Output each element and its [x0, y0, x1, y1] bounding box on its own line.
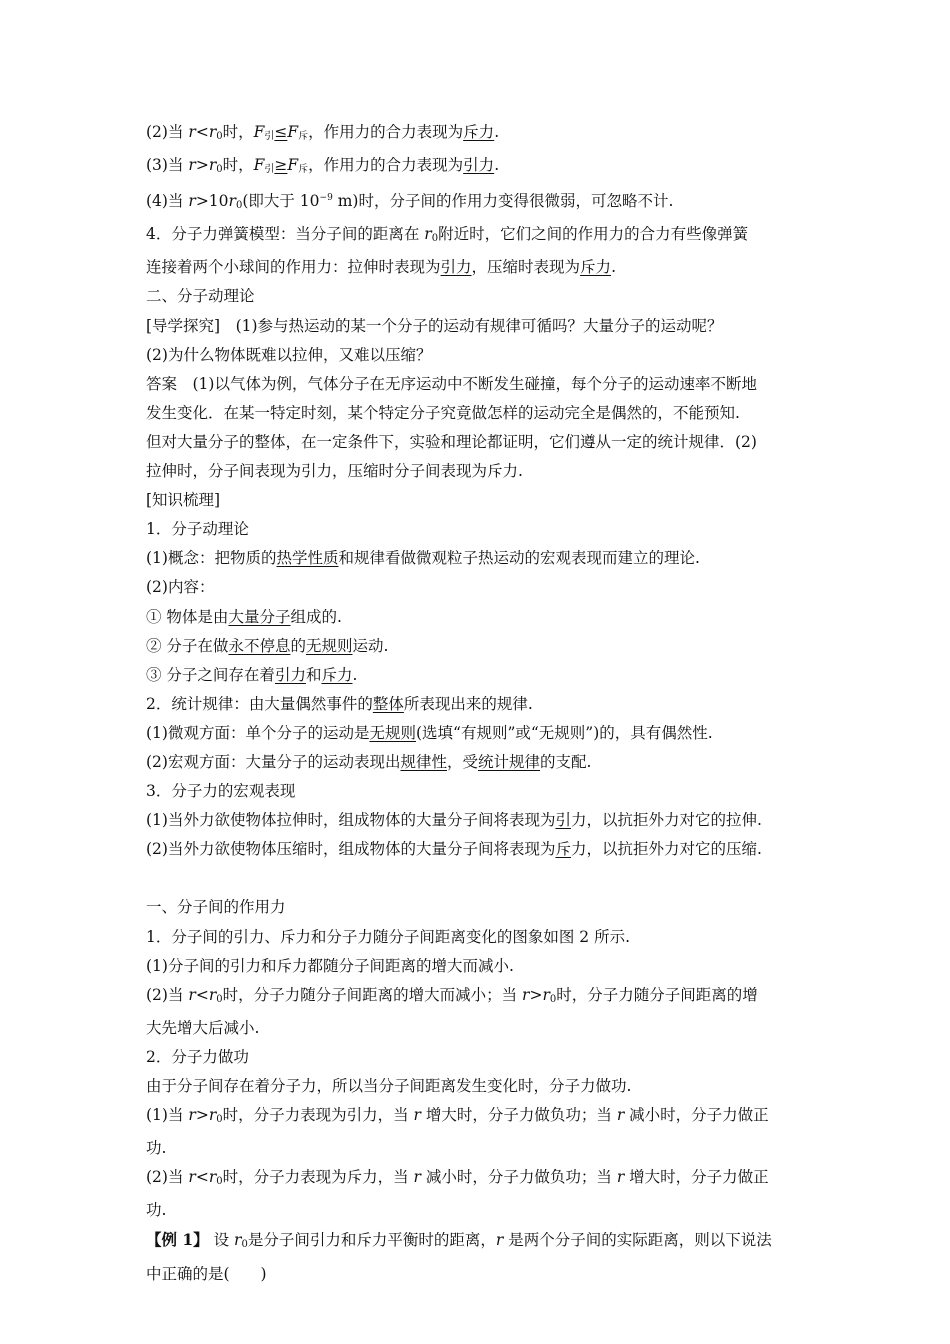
text-segment: 由于分子间存在着分子力，所以当分子间距离发生变化时，分子力做功. [146, 1077, 632, 1095]
text-segment: . [352, 665, 358, 684]
text-segment: ，受 [446, 752, 478, 771]
underlined-answer: 引力 [440, 258, 472, 277]
text-segment: 1．分子动理论 [146, 520, 249, 539]
text-line [146, 573, 826, 602]
text-segment: r [188, 1106, 196, 1125]
text-segment: ，作用力的合力表现为 [308, 123, 464, 141]
text-segment: r [188, 192, 196, 211]
text-line [146, 1196, 826, 1225]
text-segment: 0 [241, 1239, 248, 1251]
text-segment: 发生变化．在某一特定时刻，某个特定分子究竟做怎样的运动完全是偶然的，不能预知. [146, 403, 740, 422]
text-line [146, 220, 826, 253]
text-segment: r [413, 1168, 421, 1187]
underlined-answer: 斥 [555, 840, 571, 859]
underlined-answer: 无规则 [305, 636, 353, 655]
text-segment: ① 物体是由 [146, 607, 229, 626]
underlined-answer: 大量分子 [228, 607, 291, 626]
text-segment: ，压缩时表现为 [471, 258, 581, 277]
text-segment: 拉伸时，分子间表现为引力，压缩时分子间表现为斥力. [146, 462, 523, 481]
text-segment: (2)当 [146, 123, 189, 141]
text-segment: . [494, 156, 500, 175]
text-line [146, 777, 826, 806]
text-line [146, 428, 826, 457]
text-line [146, 184, 826, 220]
text-segment: r [413, 1106, 421, 1125]
text-segment: 组成的. [290, 607, 342, 626]
underlined-answer: 引力 [463, 156, 495, 175]
text-segment: 的支配. [540, 752, 592, 771]
text-line [146, 486, 826, 515]
text-segment: 连接着两个小球间的作用力：拉伸时表现为 [146, 258, 441, 277]
text-segment: (2)为什么物体既难以拉伸，又难以压缩？ [146, 345, 432, 364]
text-segment: m)时，分子间的作用力变得很微弱，可忽略不计. [332, 192, 674, 211]
text-segment: 答案 (1)以气体为例，气体分子在无序运动中不断发生碰撞，每个分子的运动速率不断地 [146, 374, 757, 393]
text-segment: ② 分子在做 [146, 636, 229, 655]
text-segment: > [195, 156, 209, 175]
text-line [146, 515, 826, 544]
text-segment: 减小时，分子力做正 [624, 1106, 769, 1125]
text-line [146, 312, 826, 341]
text-segment: (即大于 10 [242, 192, 320, 211]
underlined-answer: 整体 [372, 694, 404, 713]
text-segment: F [253, 123, 265, 141]
text-segment: F [253, 156, 265, 175]
text-line [146, 1043, 826, 1072]
text-segment: 0 [235, 200, 243, 212]
text-segment: 和 [305, 665, 322, 684]
text-segment: r [522, 985, 530, 1004]
text-line [146, 690, 826, 719]
text-segment: r [616, 1106, 625, 1125]
underlined-answer: 无规则 [369, 723, 416, 742]
text-segment: 引 [264, 131, 275, 142]
text-segment: (2)当 [146, 1168, 189, 1187]
text-segment: 功. [146, 1139, 167, 1158]
text-segment: (2)当 [146, 985, 189, 1004]
text-segment: 时， [222, 156, 254, 175]
underlined-answer: 斥力 [580, 258, 612, 277]
text-segment: 力，以抗拒外力对它的拉伸. [570, 811, 762, 830]
text-segment: . [611, 258, 616, 277]
text-line [146, 835, 826, 864]
text-segment: 时，分子力随分子间距离的增 [556, 985, 758, 1004]
text-line [146, 1134, 826, 1163]
text-segment: 时，分子力表现为引力，当 [222, 1106, 414, 1125]
text-segment: (2)当外力欲使物体压缩时，组成物体的大量分子间将表现为 [146, 840, 556, 859]
text-segment: 力，以抗拒外力对它的压缩. [570, 840, 762, 859]
text-line [146, 118, 826, 151]
text-segment: (选填“有规则”或“无规则”)的，具有偶然性. [415, 723, 713, 742]
text-segment: 3．分子力的宏观表现 [146, 782, 296, 801]
text-line [146, 457, 826, 486]
text-segment: 增大时，分子力做正 [624, 1168, 769, 1187]
text-line [146, 923, 826, 952]
text-line [146, 544, 826, 573]
text-segment: 运动. [352, 636, 389, 655]
text-segment: 0 [216, 993, 223, 1005]
text-segment: 4．分子力弹簧模型：当分子间的距离在 [146, 225, 425, 244]
text-line [146, 399, 826, 428]
text-segment: 附近时，它们之间的作用力的合力有些像弹簧 [438, 225, 749, 244]
underlined-answer: 引力 [274, 665, 306, 684]
text-line [146, 893, 826, 922]
text-segment: < [195, 985, 209, 1004]
text-segment: 是两个分子间的实际距离，则以下说法 [503, 1231, 772, 1250]
text-segment: r [542, 985, 550, 1004]
text-line [146, 981, 826, 1014]
text-segment: 设 [208, 1231, 235, 1250]
text-line [146, 806, 826, 835]
text-segment: (4)当 [146, 192, 189, 211]
text-segment: > [529, 985, 543, 1004]
text-segment: 二、分子动理论 [146, 287, 255, 306]
text-segment: r [495, 1231, 504, 1250]
text-segment: 的 [290, 636, 306, 655]
text-segment: −9 [319, 193, 333, 204]
text-segment: 中正确的是( ) [146, 1264, 267, 1283]
text-line [146, 1101, 826, 1134]
text-line [146, 719, 826, 748]
text-segment: (1)分子间的引力和斥力都随分子间距离的增大而减小. [146, 956, 514, 975]
text-segment: (1)概念：把物质的 [146, 549, 277, 568]
document-page [146, 118, 826, 1289]
text-line [146, 370, 826, 399]
text-segment: 0 [216, 164, 223, 176]
text-segment: 【例 1】 [146, 1230, 209, 1250]
text-line [146, 632, 826, 661]
text-line [146, 952, 826, 981]
text-segment: (1)当外力欲使物体拉伸时，组成物体的大量分子间将表现为 [146, 811, 556, 830]
underlined-answer: 斥力 [321, 665, 353, 684]
text-segment: r [424, 225, 432, 244]
text-segment: 一、分子间的作用力 [146, 898, 286, 917]
text-segment: 0 [216, 1114, 223, 1126]
text-segment: r [234, 1231, 242, 1250]
text-segment: >10 [195, 192, 229, 211]
text-segment: . [494, 123, 500, 141]
text-segment: [导学探究] (1)参与热运动的某一个分子的运动有规律可循吗？大量分子的运动呢？ [146, 316, 723, 335]
text-segment: ③ 分子之间存在着 [146, 665, 275, 684]
text-segment: 增大时，分子力做负功；当 [420, 1106, 617, 1125]
underlined-answer: 斥力 [463, 123, 495, 141]
text-segment: r [208, 123, 217, 141]
text-segment: r [188, 123, 196, 141]
text-segment: r [228, 192, 236, 211]
text-line [146, 253, 826, 282]
text-line [146, 748, 826, 777]
text-segment: (2)宏观方面：大量分子的运动表现出 [146, 752, 401, 771]
text-segment: 1．分子间的引力、斥力和分子力随分子间距离变化的图象如图 2 所示. [146, 927, 631, 946]
text-segment: (2)内容： [146, 578, 215, 597]
text-segment: r [616, 1168, 625, 1187]
text-segment: 时， [222, 123, 254, 141]
text-line [146, 151, 826, 184]
text-segment: r [188, 156, 196, 175]
text-segment: r [208, 985, 217, 1004]
text-segment: 时，分子力随分子间距离的增大而减小；当 [222, 985, 523, 1004]
blank-line [146, 864, 826, 893]
text-line [146, 282, 826, 311]
text-segment: < [195, 123, 209, 141]
text-segment: 0 [549, 993, 557, 1005]
text-segment: 时，分子力表现为斥力，当 [222, 1168, 414, 1187]
text-line [146, 661, 826, 690]
text-segment: 大先增大后减小. [146, 1018, 260, 1037]
text-line [146, 341, 826, 370]
underlined-answer: 规律性 [400, 752, 447, 771]
text-segment: 斥 [298, 164, 309, 176]
text-segment: (3)当 [146, 156, 189, 175]
text-segment: < [195, 1168, 209, 1187]
underlined-answer: 统计规律 [478, 752, 541, 771]
text-segment: r [188, 1168, 196, 1187]
text-segment: 但对大量分子的整体，在一定条件下，实验和理论都证明，它们遵从一定的统计规律．(2) [146, 432, 757, 451]
text-segment: 0 [431, 233, 439, 245]
text-segment: > [195, 1106, 209, 1125]
text-segment: [知识梳理] [146, 491, 221, 510]
text-line [146, 1225, 826, 1259]
text-segment: 是分子间引力和斥力平衡时的距离， [247, 1231, 496, 1250]
text-segment: 减小时，分子力做负功；当 [420, 1168, 617, 1187]
text-segment: 斥 [298, 131, 309, 142]
text-segment: 引 [264, 164, 275, 176]
text-segment: 和规律看做微观粒子热运动的宏观表现而建立的理论. [338, 549, 700, 568]
text-line [146, 1014, 826, 1043]
underlined-answer: 热学性质 [276, 549, 339, 568]
text-line [146, 1260, 826, 1289]
text-segment: 2．统计规律：由大量偶然事件的 [146, 694, 373, 713]
text-segment: 所表现出来的规律. [403, 694, 533, 713]
text-segment: F [287, 156, 299, 175]
text-segment: r [208, 1106, 217, 1125]
underlined-answer: ≤ [274, 123, 288, 141]
text-segment: (1)微观方面：单个分子的运动是 [146, 723, 370, 742]
text-segment: 2．分子力做功 [146, 1047, 249, 1066]
underlined-answer: ≥ [274, 156, 288, 175]
text-line [146, 1072, 826, 1101]
text-segment: ，作用力的合力表现为 [308, 156, 464, 175]
text-segment: F [287, 123, 299, 141]
text-segment: r [208, 1168, 217, 1187]
text-line [146, 1163, 826, 1196]
text-segment: 0 [216, 131, 223, 142]
text-line [146, 603, 826, 632]
underlined-answer: 永不停息 [228, 636, 291, 655]
text-segment: 0 [216, 1176, 223, 1188]
text-segment: r [188, 985, 196, 1004]
text-segment: 功. [146, 1201, 167, 1220]
underlined-answer: 引 [555, 811, 571, 830]
text-segment: (1)当 [146, 1106, 189, 1125]
text-segment: r [208, 156, 217, 175]
